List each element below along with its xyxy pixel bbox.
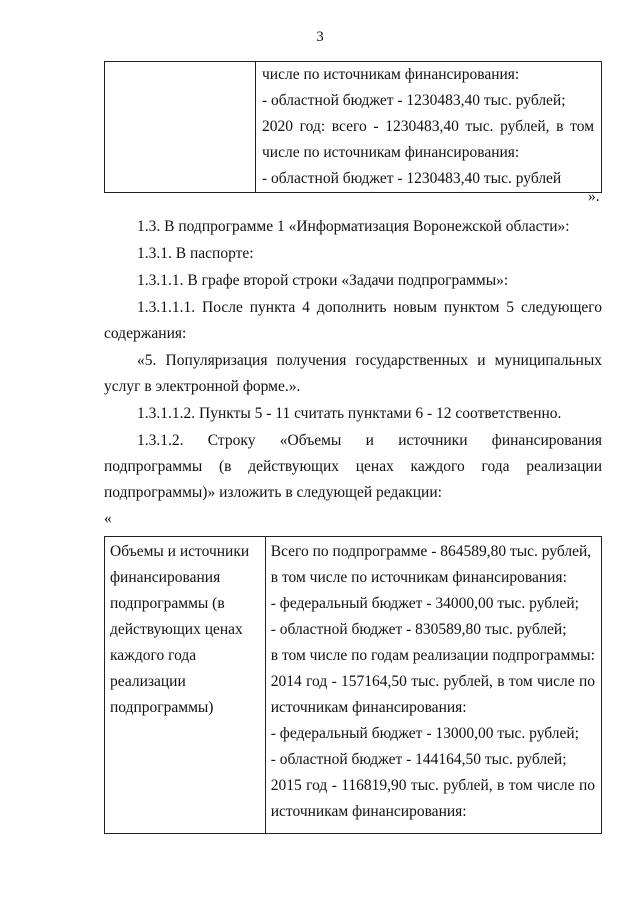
paragraph-1-3-1-1-2: 1.3.1.1.2. Пункты 5 - 11 считать пунктами 6 - 12 соответственно. [137, 405, 562, 422]
value-line: - федеральный бюджет - 34000,00 тыс. рублей; [270, 595, 579, 612]
label-line: финансирования [110, 569, 221, 586]
financing-table [104, 536, 602, 834]
financing-value-cell [265, 537, 601, 834]
value-line: 2015 год - 116819,90 тыс. рублей, в том числе по [270, 777, 595, 794]
label-line: подпрограммы) [110, 699, 214, 716]
table-line: - областной бюджет - 1230483,40 тыс. рублей; [262, 92, 566, 109]
paragraph-1-3-1-1-1: 1.3.1.1.1. После пункта 4 дополнить новым пунктом 5 следующего содержания: [104, 299, 602, 342]
table-continuation [104, 61, 602, 193]
label-line: реализации [110, 673, 186, 690]
paragraph-1-3-1-1: 1.3.1.1. В графе второй строки «Задачи подпрограммы»: [137, 272, 509, 289]
value-line: в том числе по годам реализации подпрограммы: [270, 647, 595, 664]
label-line: действующих ценах [110, 621, 243, 638]
value-line: - федеральный бюджет - 13000,00 тыс. рублей; [270, 725, 579, 742]
value-line: - областной бюджет - 144164,50 тыс. рублей; [270, 751, 567, 768]
opening-quote: « [104, 510, 112, 527]
value-line: 2014 год - 157164,50 тыс. рублей, в том числе по [270, 673, 595, 690]
value-line: источникам финансирования: [270, 699, 467, 716]
closing-quote: ». [588, 188, 600, 205]
page-number: 3 [316, 29, 324, 45]
financing-label-cell [105, 537, 266, 834]
table-right-cell [256, 62, 602, 193]
value-line: - областной бюджет - 830589,80 тыс. рублей; [270, 621, 567, 638]
paragraph-1-3-1-2: 1.3.1.2. Строку «Объемы и источники финансирования подпрограммы (в действующих ценах каждого года реализации подпрограммы)» изложить в следующей редакции: [104, 432, 602, 501]
paragraph-1-3-1: 1.3.1. В паспорте: [137, 245, 254, 262]
table-line: числе по источникам финансирования: [262, 66, 520, 83]
value-line: в том числе по источникам финансирования: [270, 569, 567, 586]
table-line: 2020 год: всего - 1230483,40 тыс. рублей, в том [262, 118, 594, 135]
value-line: источникам финансирования: [270, 803, 467, 820]
paragraph-item-5: «5. Популяризация получения государственных и муниципальных услуг в электронной форме.». [104, 352, 602, 395]
label-line: каждого года [110, 647, 197, 664]
label-line: Объемы и источники [110, 543, 250, 560]
label-line: подпрограммы (в [110, 595, 225, 612]
table-left-cell [105, 62, 256, 193]
table-line: числе по источникам финансирования: [262, 144, 520, 161]
value-line: Всего по подпрограмме - 864589,80 тыс. рублей, [270, 543, 592, 560]
table-line: - областной бюджет - 1230483,40 тыс. рублей [262, 170, 562, 187]
paragraph-1-3: 1.3. В подпрограмме 1 «Информатизация Воронежской области»: [137, 218, 570, 235]
